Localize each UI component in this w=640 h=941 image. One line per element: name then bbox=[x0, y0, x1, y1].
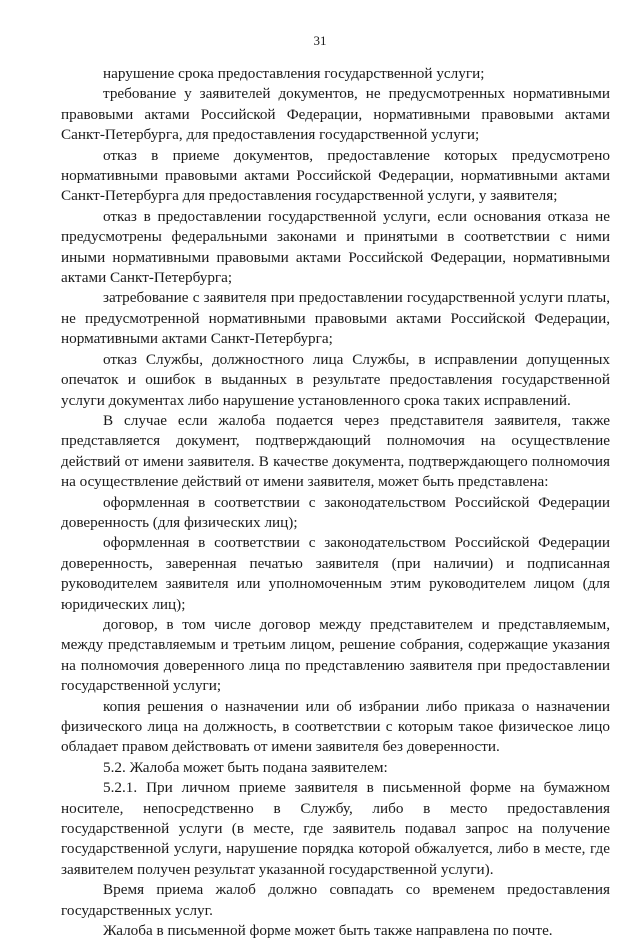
paragraph: копия решения о назначении или об избрании либо приказа о назначении физического лица на должность, в соответствии с которым такое физическое лицо обладает правом действовать от имени заявителя без доверенности. bbox=[61, 697, 610, 756]
paragraph: Жалоба в письменной форме может быть также направлена по почте. bbox=[103, 922, 553, 940]
paragraph: затребование с заявителя при предоставлении государственной услуги платы, не предусмотренной нормативными правовыми актами Российской Федерации, нормативными актами Санкт-Петербурга; bbox=[61, 289, 610, 348]
paragraph: нарушение срока предоставления государственной услуги; bbox=[103, 65, 485, 82]
document-body bbox=[61, 64, 610, 941]
paragraph: оформленная в соответствии с законодательством Российской Федерации доверенность (для физических лиц); bbox=[61, 493, 610, 531]
page-number: 31 bbox=[313, 33, 327, 48]
paragraph: 5.2. Жалоба может быть подана заявителем: bbox=[103, 758, 388, 776]
paragraph: требование у заявителей документов, не предусмотренных нормативными правовыми актами Российской Федерации, нормативными правовыми актами Санкт-Петербурга, для предоставления государственной услуги; bbox=[61, 85, 610, 144]
paragraph: В случае если жалоба подается через представителя заявителя, также представляется документ, подтверждающий полномочия на осуществление действий от имени заявителя. В качестве документа, подтверждающего полномочия на осуществление действий от имени заявителя, может быть представлена: bbox=[61, 411, 610, 491]
paragraph: отказ в предоставлении государственной услуги, если основания отказа не предусмотрены федеральными законами и принятыми в соответствии с ними иными нормативными правовыми актами Российской Федерации, нормативными актами Санкт-Петербурга; bbox=[61, 207, 610, 287]
paragraph: Время приема жалоб должно совпадать со временем предоставления государственных услуг. bbox=[61, 881, 610, 919]
paragraph: оформленная в соответствии с законодательством Российской Федерации доверенность, заверенная печатью заявителя (при наличии) и подписанная руководителем заявителя или уполномоченным этим руководителем лицом (для юридических лиц); bbox=[61, 534, 610, 613]
paragraph: 5.2.1. При личном приеме заявителя в письменной форме на бумажном носителе, непосредственно в Службу, либо в место предоставления государственной услуги (в месте, где заявитель подавал запрос на получение государственной услуги, нарушение порядка которой обжалуется, либо в месте, где заявителем получен результат указанной государственной услуги). bbox=[61, 779, 610, 878]
paragraph: отказ в приеме документов, предоставление которых предусмотрено нормативными правовыми актами Российской Федерации, нормативными актами Санкт-Петербурга для предоставления государственной услуги, у заявителя; bbox=[61, 146, 610, 205]
paragraph: отказ Службы, должностного лица Службы, в исправлении допущенных опечаток и ошибок в выданных в результате предоставления государственной услуги документах либо нарушение установленного срока таких исправлений. bbox=[61, 350, 610, 409]
paragraph: договор, в том числе договор между представителем и представляемым, между представляемым и третьим лицом, решение собрания, содержащие указания на полномочия доверенного лица по представлению заявителя при предоставлении государственной услуги; bbox=[61, 615, 610, 695]
